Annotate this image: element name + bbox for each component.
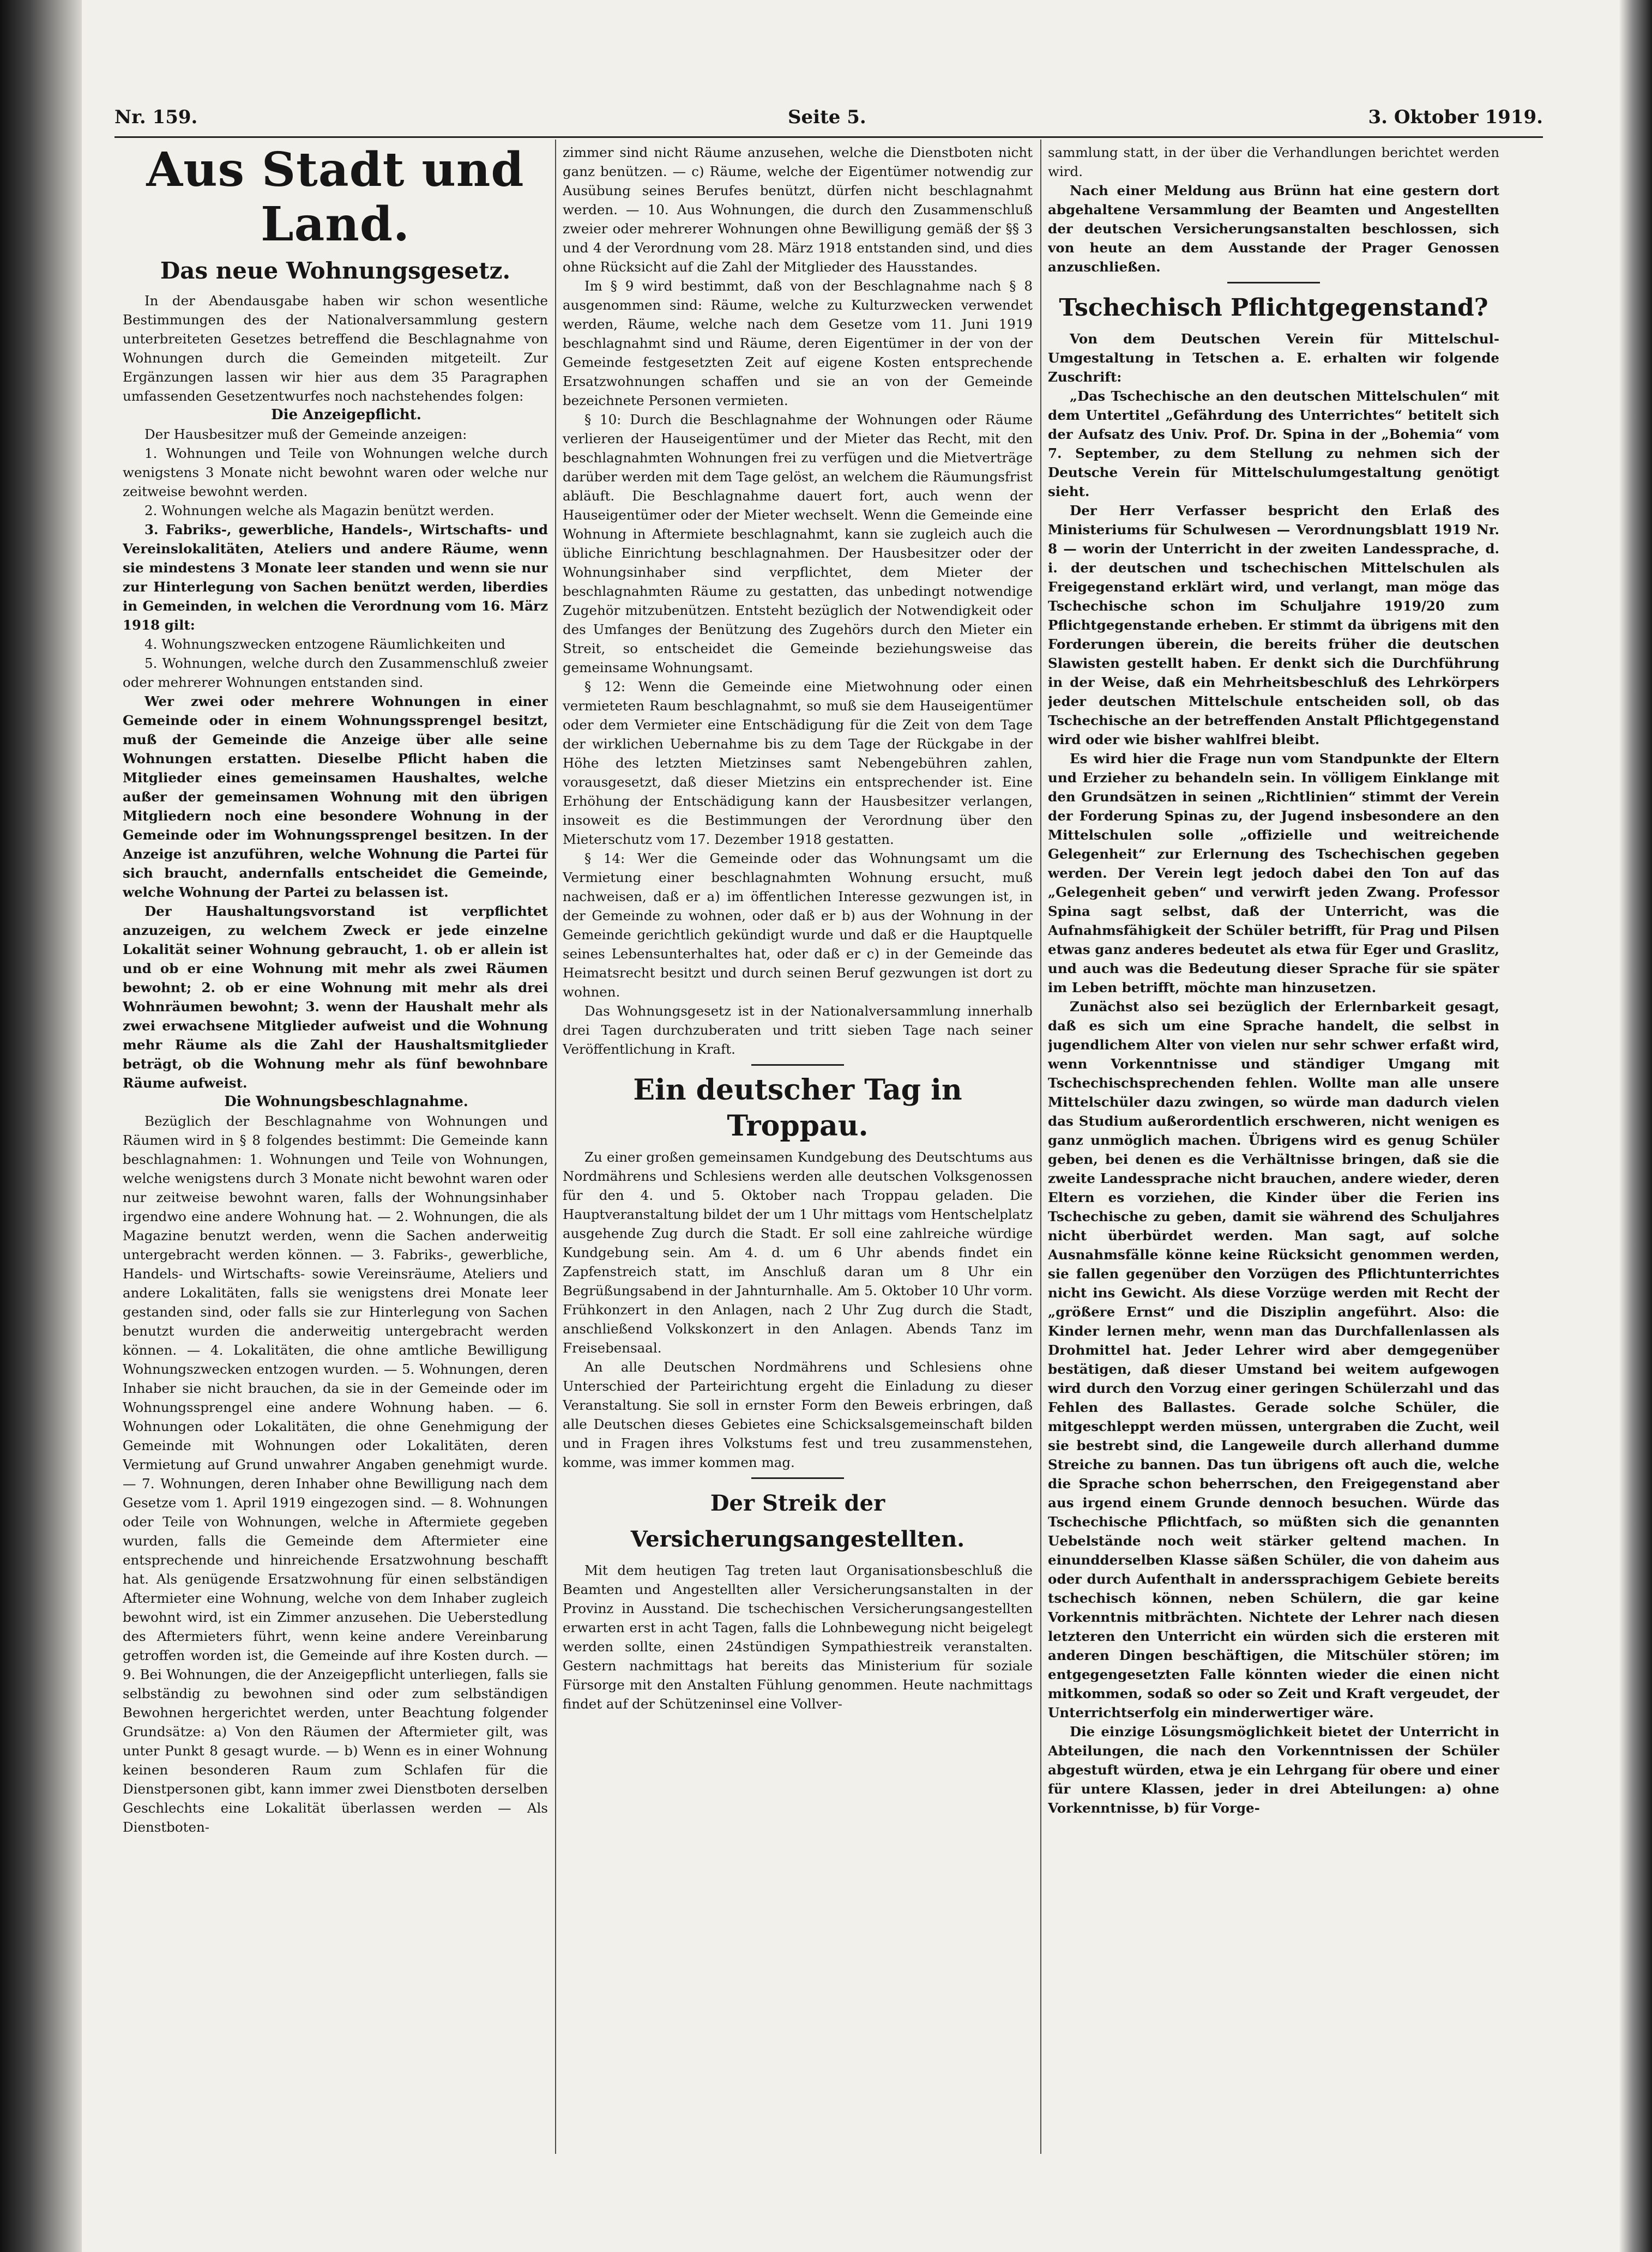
column-2 <box>563 143 1033 2160</box>
article-separator <box>751 1064 844 1066</box>
article-title-troppau: Ein deutscher Tag in Troppau. <box>633 1073 962 1143</box>
paragraph: Es wird hier die Frage nun vom Standpunkte der Eltern und Erzieher zu behandeln sein. In völligem Einklange mit den Grundsätzen in seinen „Richtlinien“ stimmt der Verein der Forderung Spinas zu, der Jugend insbesondere an den Mittelschulen solle „offizielle und weitreichende Gelegenheit“ zur Erlernung des Tschechischen gegeben werden. Der Verein legt jedoch dabei den Ton auf das „Gelegenheit geben“ und verwirft jeden Zwang. Professor Spina sagt selbst, daß der Unterricht, was die Aufnahmsfähigkeit der Schüler betrifft, für Prag und Pilsen etwas ganz anderes bedeutet als etwa für Eger und Graslitz, und auch was die Bedeutung dieser Sprache für sie später im Leben betrifft, möchte man hinzusetzen. <box>1048 751 1499 995</box>
subheading-anzeigepflicht: Die Anzeigepflicht. <box>271 407 421 423</box>
paragraph: § 12: Wenn die Gemeinde eine Mietwohnung oder einen vermieteten Raum beschlagnahmt, so muß sie dem Hauseigentümer oder dem Vermieter eine Entschädigung für die Zeit von dem Tage der wirklichen Uebernahme bis zu dem Tage der Rückgabe in der Höhe des letzten Mietzinses samt Nebengebühren zahlen, vorausgesetzt, daß dieser Mietzins ein entsprechender ist. Eine Erhöhung der Entschädigung kann der Hausbesitzer verlangen, insoweit es die Bestimmungen der Verordnung über den Mieterschutz vom 17. Dezember 1918 gestatten. <box>563 679 1033 847</box>
article-separator <box>751 1477 844 1479</box>
paragraph: § 14: Wer die Gemeinde oder das Wohnungsamt um die Vermietung einer beschlagnahmten Wohnung ersucht, muß nachweisen, daß er a) im öffentlichen Interesse gezwungen ist, in der Gemeinde zu wohnen, oder daß er b) aus der Wohnung in der Gemeinde gerichtlich gekündigt wurde und daß er die Hauptquelle seines Lebensunterhaltes hat, oder daß er c) in der Gemeinde das Heimatsrecht besitzt und durch seinen Beruf gezwungen ist dort zu wohnen. <box>563 850 1033 1000</box>
issue-date: 3. Oktober 1919. <box>1368 106 1543 128</box>
paragraph: Der Herr Verfasser bespricht den Erlaß des Ministeriums für Schulwesen — Verordnungsblatt 1919 Nr. 8 — worin der Unterricht in der zweiten Landessprache, d. i. der deutschen und tschechischen Mittelschulen als Freigegenstand erklärt wird, und verlangt, man möge das Tschechische schon im Schuljahre 1919/20 zum Pflichtgegenstande erheben. Er stimmt da übrigens mit den Forderungen überein, die bereits früher die deutschen Slawisten gestellt haben. Er denkt sich die Durchführung in der Weise, daß ein Mehrheitsbeschluß des Lehrkörpers jeder deutschen Mittelschule entscheiden soll, ob das Tschechische an der betreffenden Anstalt Pflichtgegenstand wird oder wie bisher wahlfrei bleibt. <box>1048 503 1499 747</box>
paragraph: Zu einer großen gemeinsamen Kundgebung des Deutschtums aus Nordmährens und Schlesiens werden alle deutschen Volksgenossen für den 4. und 5. Oktober nach Troppau geladen. Die Hauptveranstaltung bildet der um 1 Uhr mittags vom Hentschelplatz ausgehende Zug durch die Stadt. Er soll eine zahlreiche würdige Kundgebung sein. Am 4. d. um 6 Uhr abends findet ein Zapfenstreich statt, im Anschluß daran um 8 Uhr ein Begrüßungsabend in der Jahnturnhalle. Am 5. Oktober 10 Uhr vorm. Frühkonzert in den Anlagen, nach 2 Uhr Zug durch die Stadt, anschließend Volkskonzert in den Anlagen. Abends Tanz im Freisebensaal. <box>563 1149 1033 1356</box>
article-title-pflichtgegenstand: Tschechisch Pflichtgegenstand? <box>1059 294 1488 322</box>
paragraph: 4. Wohnungszwecken entzogene Räumlichkeiten und <box>144 636 505 652</box>
column-rule-1 <box>555 140 556 2154</box>
article-title-wohnungsgesetz: Das neue Wohnungsgesetz. <box>160 257 511 284</box>
scan-shadow-right <box>1619 0 1652 2252</box>
paragraph: Nach einer Meldung aus Brünn hat eine gestern dort abgehaltene Versammlung der Beamten und Angestellten der deutschen Versicherungsanstalten beschlossen, sich von heute an dem Ausstande der Prager Genossen anzuschließen. <box>1048 183 1499 275</box>
paragraph: Der Haushaltungsvorstand ist verpflichtet anzuzeigen, zu welchem Zweck er jede einzelne Lokalität seiner Wohnung gebraucht, 1. ob er allein ist und ob er eine Wohnung mit mehr als zwei Räumen bewohnt; 2. ob er eine Wohnung mit mehr als drei Wohnräumen bewohnt; 3. wenn der Haushalt mehr als zwei erwachsene Mitglieder aufweist und die Wohnung mehr Räume als die Zahl der Haushaltsmitglieder beträgt, ob die Wohnung mehr als fünf bewohnbare Räume aufweist. <box>123 903 548 1091</box>
article-title-streik: Der Streik der Versicherungsangestellten. <box>630 1490 965 1552</box>
column-rule-2 <box>1040 140 1041 2154</box>
paragraph: In der Abendausgabe haben wir schon wesentliche Bestimmungen des der Nationalversammlung gestern unterbreiteten Gesetzes betreffend die Beschlagnahme von Wohnungen durch die Gemeinden mitgeteilt. Zur Ergänzungen lassen wir hier aus dem 35 Paragraphen umfassenden Gesetzentwurfes noch nachstehendes folgen: <box>123 293 548 404</box>
scan-shadow-left <box>0 0 82 2252</box>
paragraph: Bezüglich der Beschlagnahme von Wohnungen und Räumen wird in § 8 folgendes bestimmt: Die Gemeinde kann beschlagnahmen: 1. Wohnungen und Teile von Wohnungen, welche wenigstens durch 3 Monate nicht bewohnt waren oder nur zeitweise bewohnt waren, falls der Wohnungsinhaber irgendwo eine andere Wohnung hat. — 2. Wohnungen, die als Magazine benutzt werden, wenn die Sachen anderweitig untergebracht werden können. — 3. Fabriks-, gewerbliche, Handels- und Wirtschafts- sowie Vereinsräume, Ateliers und andere Lokalitäten, falls sie wenigstens drei Monate leer gestanden sind, oder falls sie zur Hinterlegung von Sachen benutzt wurden die anderweitig untergebracht werden können. — 4. Lokalitäten, die ohne amtliche Bewilligung Wohnungszwecken entzogen wurden. — 5. Wohnungen, deren Inhaber sie nicht brauchen, da sie in der Gemeinde oder im Wohnungssprengel eine andere Wohnung haben. — 6. Wohnungen oder Lokalitäten, die ohne Genehmigung der Gemeinde mit Wohnungen oder Lokalitäten, deren Vermietung auf Grund unwahrer Angaben genehmigt wurde. — 7. Wohnungen, deren Inhaber ohne Bewilligung nach dem Gesetze vom 1. April 1919 eingezogen sind. — 8. Wohnungen oder Teile von Wohnungen, welche in Aftermiete gegeben wurden, falls die Gemeinde dem Aftermieter eine entsprechende und hinreichende Ersatzwohnung beschafft hat. Als genügende Ersatzwohnung für einen selbständigen Aftermieter eine Wohnung, welche von dem Inhaber zugleich bewohnt wird, ist ein Zimmer anzusehen. Die Ueberstedlung des Aftermieters führt, wenn keine andere Vereinbarung getroffen worden ist, die Gemeinde auf ihre Kosten durch. — 9. Bei Wohnungen, die der Anzeigepflicht unterliegen, falls sie selbständig zu bewohnen sind oder zum selbständigen Bewohnen hergerichtet werden, unter Beachtung folgender Grundsätze: a) Von den Räumen der Aftermieter gilt, was unter Punkt 8 gesagt wurde. — b) Wenn es in einer Wohnung keinen besonderen Raum zum Schlafen für die Dienstpersonen gibt, kann immer zwei Dienstboten derselben Geschlechts eine Lokalität überlassen werden — Als Dienstboten- <box>123 1113 548 1835</box>
paragraph: Wer zwei oder mehrere Wohnungen in einer Gemeinde oder in einem Wohnungssprengel besitzt, muß der Gemeinde die Anzeige über alle seine Wohnungen erstatten. Dieselbe Pflicht haben die Mitglieder eines gemeinsamen Haushaltes, welche außer der gemeinsamen Wohnung mit den übrigen Mitgliedern noch eine besondere Wohnung in der Gemeinde oder im Wohnungssprengel besitzen. In der Anzeige ist anzuführen, welche Wohnung die Partei für sich braucht, andernfalls entscheidet die Gemeinde, welche Wohnung der Partei zu belassen ist. <box>123 693 548 900</box>
paragraph: 5. Wohnungen, welche durch den Zusammenschluß zweier oder mehrerer Wohnungen entstanden sind. <box>123 655 548 690</box>
subheading-beschlagnahme: Die Wohnungsbeschlagnahme. <box>224 1094 468 1110</box>
paragraph: Der Hausbesitzer muß der Gemeinde anzeigen: <box>144 426 467 442</box>
paragraph: 3. Fabriks-, gewerbliche, Handels-, Wirtschafts- und Vereinslokalitäten, Ateliers und andere Räume, wenn sie mindestens 3 Monate leer standen und wenn sie nur zur Hinterlegung von Sachen benützt werden, liberdies in Gemeinden, in welchen die Verordnung vom 16. März 1918 gilt: <box>123 522 548 633</box>
issue-number: Nr. 159. <box>114 106 198 128</box>
paragraph: Das Wohnungsgesetz ist in der Nationalversammlung innerhalb drei Tagen durchzuberaten und tritt sieben Tage nach seiner Veröffentlichung in Kraft. <box>563 1003 1033 1057</box>
paragraph: Von dem Deutschen Verein für Mittelschul-Umgestaltung in Tetschen a. E. erhalten wir folgende Zuschrift: <box>1048 331 1499 385</box>
paragraph: § 10: Durch die Beschlagnahme der Wohnungen oder Räume verlieren der Hauseigentümer und der Mieter das Recht, mit den beschlagnahmten Wohnungen frei zu verfügen und die Mietverträge darüber werden mit dem Tage gelöst, an welchem die Räumungsfrist abläuft. Die Beschlagnahme dauert fort, auch wenn der Hauseigentümer oder der Mieter wechselt. Wenn die Gemeinde eine Wohnung in Aftermiete beschlagnahmt, kann sie zugleich auch die übliche Einrichtung beschlagnahmen. Der Hausbesitzer oder der Wohnungsinhaber sind verpflichtet, dem Mieter der beschlagnahmten Räume zu gestatten, das unbedingt notwendige Zugehör mitzubenützen. Entsteht bezüglich der Notwendigkeit oder des Umfanges der Benützung des Zugehörs durch den Mieter ein Streit, so entscheidet die Gemeinde beziehungsweise das gemeinsame Wohnungsamt. <box>563 412 1033 675</box>
paragraph: 1. Wohnungen und Teile von Wohnungen welche durch wenigstens 3 Monate nicht bewohnt waren oder welche nur zeitweise bewohnt werden. <box>123 445 548 499</box>
paragraph: zimmer sind nicht Räume anzusehen, welche die Dienstboten nicht ganz benützen. — c) Räume, welche der Eigentümer notwendig zur Ausübung seines Berufes benützt, dürfen nicht beschlagnahmt werden. — 10. Aus Wohnungen, die durch den Zusammenschluß zweier oder mehrerer Wohnungen ohne Bewilligung gemäß der §§ 3 und 4 der Verordnung vom 28. März 1918 entstanden sind, und dies ohne Rücksicht auf die Zahl der Mitglieder des Hausstandes. <box>563 144 1033 275</box>
page-header <box>114 106 1543 134</box>
section-title: Aus Stadt und Land. <box>146 143 524 252</box>
article-separator <box>1227 282 1320 283</box>
paragraph: Im § 9 wird bestimmt, daß von der Beschlagnahme nach § 8 ausgenommen sind: Räume, welche zu Kulturzwecken verwendet werden, Räume, welche nach dem Gesetze vom 11. Juni 1919 beschlagnahmt sind und Räume, deren Eigentümer in der von der Gemeinde festgesetzten Zeit auf eigene Kosten entsprechende Ersatzwohnungen schaffen und sie an von der Gemeinde bezeichnete Personen vermieten. <box>563 278 1033 408</box>
header-rule <box>114 136 1543 138</box>
paragraph: Mit dem heutigen Tag treten laut Organisationsbeschluß die Beamten und Angestellten aller Versicherungsanstalten in der Provinz in Ausstand. Die tschechischen Versicherungsangestellten erwarten erst in acht Tagen, falls die Lohnbewegung nicht beigelegt werden sollte, einen 24stündigen Sympathiestreik veranstalten. Gestern nachmittags hat bereits das Ministerium für soziale Fürsorge mit den Anstalten Fühlung genommen. Heute nachmittags findet auf der Schützeninsel eine Vollver- <box>563 1562 1033 1712</box>
column-3 <box>1048 143 1499 2160</box>
paragraph: sammlung statt, in der über die Verhandlungen berichtet werden wird. <box>1048 144 1499 179</box>
paragraph: Zunächst also sei bezüglich der Erlernbarkeit gesagt, daß es sich um eine Sprache handelt, die selbst in jugendlichem Alter von vielen nur sehr schwer erfaßt wird, wenn Vorkenntnisse und ständiger Umgang mit Tschechischsprechenden fehlen. Wollte man alle unsere Mittelschüler dazu zwingen, so würde man dadurch vielen das Studium außerordentlich erschweren, nicht wenigen es ganz unmöglich machen. Übrigens wird es genug Schüler geben, bei denen es die Verhältnisse bringen, daß sie die zweite Landessprache nicht brauchen, andere wieder, deren Eltern es vorziehen, die Kinder über die Ferien ins Tschechische zu geben, damit sie während des Schuljahres nicht überbürdet werden. Man sagt, auf solche Ausnahmsfälle könne keine Rücksicht genommen werden, sie fallen gegenüber den Vorzügen des Pflichtunterrichtes nicht ins Gewicht. Als diese Vorzüge werden mit Recht der „größere Ernst“ und die Disziplin angeführt. Also: die Kinder lernen mehr, wenn man das Durchfallenlassen als Drohmittel hat. Jeder Lehrer wird aber demgegenüber bestätigen, daß dieser Umstand bei weitem aufgewogen wird durch den Vorzug einer geringen Schülerzahl und das Fehlen des Ballastes. Gerade solche Schüler, die mitgeschleppt werden müssen, untergraben die Zucht, weil sie bestrebt sind, die Langeweile durch allerhand dumme Streiche zu bannen. Das tun übrigens oft auch die, welche die Sprache schon beherrschen, den Freigegenstand aber aus irgend einem Grunde dennoch besuchen. Würde das Tschechische Pflichtfach, so müßten sich die genannten Uebelstände noch weit stärker geltend machen. In einundderselben Klasse säßen Schüler, die von daheim aus oder durch Aufenthalt in anderssprachigem Gebiete bereits tschechisch können, neben Schülern, die gar keine Vorkenntnis mitbrächten. Nichtete der Lehrer nach diesen letzteren den Unterricht ein würden sich die ersteren mit anderen Dingen beschäftigen, die Mitschüler stören; im entgegengesetzten Falle könnten wieder die einen nicht mitkommen, sodaß so oder so Zeit und Kraft vergeudet, der Unterrichtserfolg ein minderwertiger wäre. <box>1048 999 1499 1720</box>
paragraph: „Das Tschechische an den deutschen Mittelschulen“ mit dem Untertitel „Gefährdung des Unterrichtes“ betitelt sich der Aufsatz des Univ. Prof. Dr. Spina in der „Bohemia“ vom 7. September, zu dem Stellung zu nehmen sich der Deutsche Verein für Mittelschulumgestaltung genötigt sieht. <box>1048 388 1499 499</box>
paragraph: An alle Deutschen Nordmährens und Schlesiens ohne Unterschied der Parteirichtung ergeht die Einladung zu dieser Veranstaltung. Sie soll in ernster Form den Beweis erbringen, daß alle Deutschen dieses Gebietes eine Schicksalsgemeinschaft bilden und in Fragen ihres Volkstums fest und treu zusammenstehen, komme, was immer kommen mag. <box>563 1359 1033 1470</box>
page-number: Seite 5. <box>788 106 866 128</box>
paragraph: 2. Wohnungen welche als Magazin benützt werden. <box>144 503 495 518</box>
paragraph: Die einzige Lösungsmöglichkeit bietet der Unterricht in Abteilungen, die nach den Vorkenntnissen der Schüler abgestuft würden, etwa je ein Lehrgang für obere und einer für untere Klassen, jeder in drei Abteilungen: a) ohne Vorkenntnisse, b) für Vorge- <box>1048 1724 1499 1816</box>
column-1 <box>123 143 548 2160</box>
